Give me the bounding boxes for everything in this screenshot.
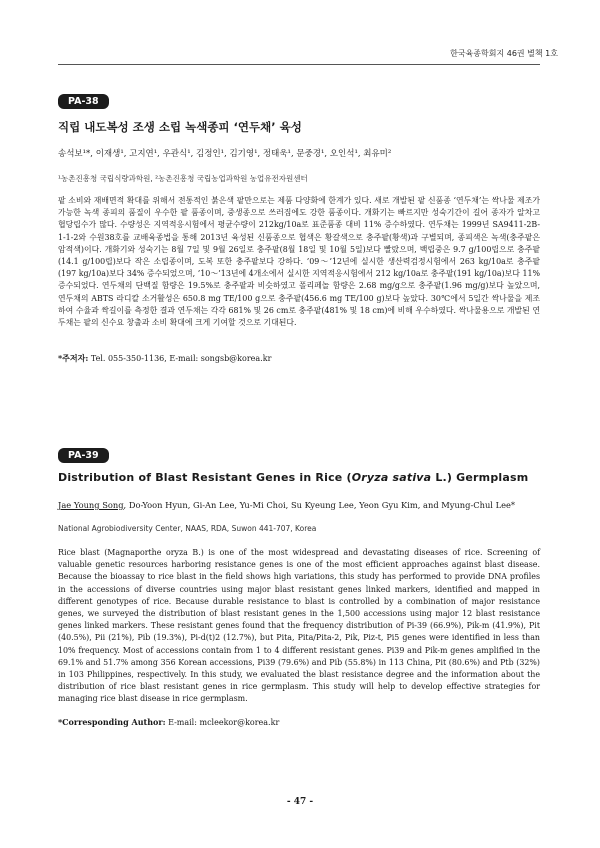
co-authors: , Do-Yoon Hyun, Gi-An Lee, Yu-Mi Choi, Su Kyeung Lee, Yeon Gyu Kim, and Myung-Chul Lee*	[123, 500, 516, 510]
contact-line	[58, 353, 540, 364]
journal-header: 한국육종학회지 46권 별책 1호	[450, 49, 558, 58]
contact-label-2: *Corresponding Author:	[58, 717, 166, 727]
article-title-2	[58, 471, 528, 484]
abstract-body-2: Rice blast (Magnaporthe oryza B.) is one of the most widespread and devastating diseases of rice. Screening of valuable genetic resources harboring resistance genes is one of the most efficient approaches against blast disease. Because the bioassay to rice blast in the field shows high variations, this study has performed to provide DNA profiles in the accessions of diverse countries using major blast resistant genes linked markers, identified and mapped in different genotypes of rice. Because durable resistance to blast is controlled by a combination of major resistance genes, we surveyed the distribution of blast resistant genes in the 1,500 accessions using major 12 blast resistance genes linked markers. These resistant genes found that the frequency distribution of Pi-39 (66.9%), Pik-m (41.9%), Pit (40.5%), Pii (21%), Pib (19.3%), Pi-d(t)2 (12.7%), but Pita, Pita/Pita-2, Pik, Piz-t, Pi5 genes were identified in less than 10% frequency. Most of accessions contain from 1 to 4 different resistant genes. Pi39 and Pik-m genes amplified in the 69.1% and 51.7% among 356 Korean accessions, Pi39 (79.6%) and Pib (55.8%) in 113 China, Pit (80.6%) and Ptb (32%) in 103 Philippines, respectively. In this study, we evaluated the blast resistance degree and the information about the distribution of rice blast resistant genes in rice germplasm. This study will help to develop effective strategies for managing rice blast disease in rice germplasm.	[58, 548, 540, 704]
author-list: 송석보¹*, 이재생¹, 고지연¹, 우관식¹, 김정인¹, 김기영¹, 정태욱¹, 문중경¹, 오인석¹, 최유미²	[58, 149, 392, 159]
abstract-badge: PA-38	[58, 94, 109, 109]
affiliation-2: National Agrobiodiversity Center, NAAS, RDA, Suwon 441-707, Korea	[58, 524, 317, 533]
contact-label: *주저자:	[58, 353, 89, 363]
contact-value-2: E-mail: mcleekor@korea.kr	[168, 718, 280, 727]
author-list-2	[58, 500, 540, 510]
abstract-body: 팥 소비와 재배면적 확대를 위해서 전통적인 붉은색 팥만으로는 제품 다양화에 한계가 있다. 새로 개발된 팥 신품종 ‘연두채’는 싹나물 제조가 가능한 녹색 종피의 품질이 우수한 팥 품종이며, 중생종으로 쓰러짐에도 강한 품종이다. 개화기는 빠르지만 성숙기간이 길어 종자가 알차고 협당립수가 많다. 수량성은 지역적응시험에서 평균수량이 212kg/10a로 표준품종 대비 11% 증수하였다. 연두채는 1999년 SA9411-2B-1-1-2와 수원38호를 교배육종법을 통해 2013년 육성된 신품종으로 협색은 황갈색으로 충주팥(황색)과 구별되며, 종피색은 녹색(충주팥은 암적색)이다. 개화기와 성숙기는 8월 7일 및 9월 26일로 충주팥(8월 18일 및 10월 5일)보다 빨랐으며, 백립중은 9.7 g/100립으로 충주팥(14.1 g/100립)보다 작은 소립종이며, 도복 또한 충주팥보다 강하다. ’09～’12년에 실시한 생산력검정시험에서 263 kg/10a로 충주팥(197 kg/10a)보다 34% 증수되었으며, ’10～’13년에 4개소에서 실시한 지역적응시험에서 212 kg/10a로 충주팥(191 kg/10a)보다 11% 증수되었다. 연두채의 단백질 함량은 19.5%로 충주팥과 비슷하였고 폴리페놀 함량은 2.68 mg/g으로 충주팥(1.96 mg/g)보다 높았으며, 연두채의 ABTS 라디칼 소거활성은 650.8 mg TE/100 g으로 충주팥(456.6 mg TE/100 g)보다 높았다. 30℃에서 5일간 싹나물을 제조하여 수율과 싹길이를 측정한 결과 연두채는 각각 681% 및 26 cm로 충주팥(481% 및 18 cm)에 비해 우수하였다. 싹나물용으로 개발된 연두채는 팥의 신수요 창출과 소비 확대에 크게 기여할 것으로 기대된다.	[58, 196, 540, 328]
first-author: Jae Young Song	[58, 500, 124, 510]
header-rule	[58, 64, 540, 65]
title-species: Oryza sativa	[351, 471, 432, 484]
contact-line-2	[58, 717, 540, 727]
title-part-end: L.) Germplasm	[431, 471, 529, 484]
contact-value: Tel. 055-350-1136, E-mail: songsb@korea.kr	[90, 354, 272, 363]
page-number: - 47 -	[286, 797, 314, 807]
title-part: Distribution of Blast Resistant Genes in Rice (	[58, 471, 352, 484]
abstract-badge-2: PA-39	[58, 448, 109, 463]
article-title: 직립 내도복성 조생 소립 녹색종피 ‘연두채’ 육성	[58, 120, 302, 134]
affiliation: ¹농촌진흥청 국립식량과학원, ²농촌진흥청 국립농업과학원 농업유전자원센터	[58, 174, 308, 183]
